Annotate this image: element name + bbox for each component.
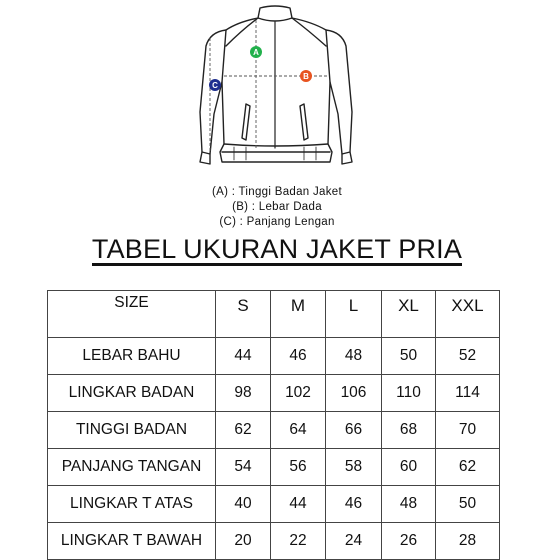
table-cell: 20	[216, 523, 271, 560]
table-cell: 64	[271, 412, 326, 449]
header-s: S	[216, 291, 271, 338]
header-xxl: XXL	[436, 291, 500, 338]
table-cell: 40	[216, 486, 271, 523]
jacket-left-pocket	[242, 104, 250, 140]
jacket-collar	[258, 6, 292, 21]
table-cell: 106	[326, 375, 382, 412]
table-cell: 62	[436, 449, 500, 486]
table-cell: 44	[216, 338, 271, 375]
header-size: SIZE	[48, 291, 216, 338]
table-cell: 26	[382, 523, 436, 560]
table-cell: 48	[382, 486, 436, 523]
table-cell: 62	[216, 412, 271, 449]
legend-item-c: (C) : Panjang Lengan	[219, 216, 335, 228]
size-chart-table	[47, 290, 500, 560]
page-title-text: TABEL UKURAN JAKET PRIA	[91, 234, 463, 264]
row-label: LINGKAR T BAWAH	[48, 523, 216, 560]
table-cell: 46	[326, 486, 382, 523]
table-row	[48, 449, 500, 486]
table-cell: 50	[382, 338, 436, 375]
table-row	[48, 338, 500, 375]
marker-b-label: B	[303, 72, 309, 81]
table-cell: 102	[271, 375, 326, 412]
table-cell: 66	[326, 412, 382, 449]
marker-c	[209, 79, 221, 91]
marker-c-label: C	[212, 81, 218, 90]
table-cell: 68	[382, 412, 436, 449]
legend-item-b: (B) : Lebar Dada	[232, 201, 322, 213]
table-cell: 110	[382, 375, 436, 412]
table-cell: 70	[436, 412, 500, 449]
header-m: M	[271, 291, 326, 338]
table-cell: 44	[271, 486, 326, 523]
row-label: LINGKAR T ATAS	[48, 486, 216, 523]
header-xl: XL	[382, 291, 436, 338]
table-row	[48, 412, 500, 449]
row-label: PANJANG TANGAN	[48, 449, 216, 486]
row-label: LINGKAR BADAN	[48, 375, 216, 412]
table-cell: 98	[216, 375, 271, 412]
table-cell: 48	[326, 338, 382, 375]
jacket-body	[220, 18, 332, 162]
header-l: L	[326, 291, 382, 338]
legend-item-a: (A) : Tinggi Badan Jaket	[212, 186, 342, 198]
marker-a-label: A	[253, 48, 259, 57]
jacket-right-pocket	[300, 104, 308, 140]
table-cell: 56	[271, 449, 326, 486]
jacket-diagram	[180, 2, 370, 180]
table-row	[48, 486, 500, 523]
row-label: LEBAR BAHU	[48, 338, 216, 375]
row-label: TINGGI BADAN	[48, 412, 216, 449]
marker-b	[300, 70, 312, 82]
table-cell: 58	[326, 449, 382, 486]
table-cell: 46	[271, 338, 326, 375]
table-cell: 54	[216, 449, 271, 486]
table-header-row	[48, 291, 500, 338]
page-title	[0, 232, 554, 266]
table-row	[48, 375, 500, 412]
table-cell: 50	[436, 486, 500, 523]
table-cell: 22	[271, 523, 326, 560]
table-cell: 52	[436, 338, 500, 375]
measurement-legend	[0, 185, 554, 230]
table-cell: 28	[436, 523, 500, 560]
table-cell: 114	[436, 375, 500, 412]
table-cell: 24	[326, 523, 382, 560]
marker-a	[250, 46, 262, 58]
table-cell: 60	[382, 449, 436, 486]
